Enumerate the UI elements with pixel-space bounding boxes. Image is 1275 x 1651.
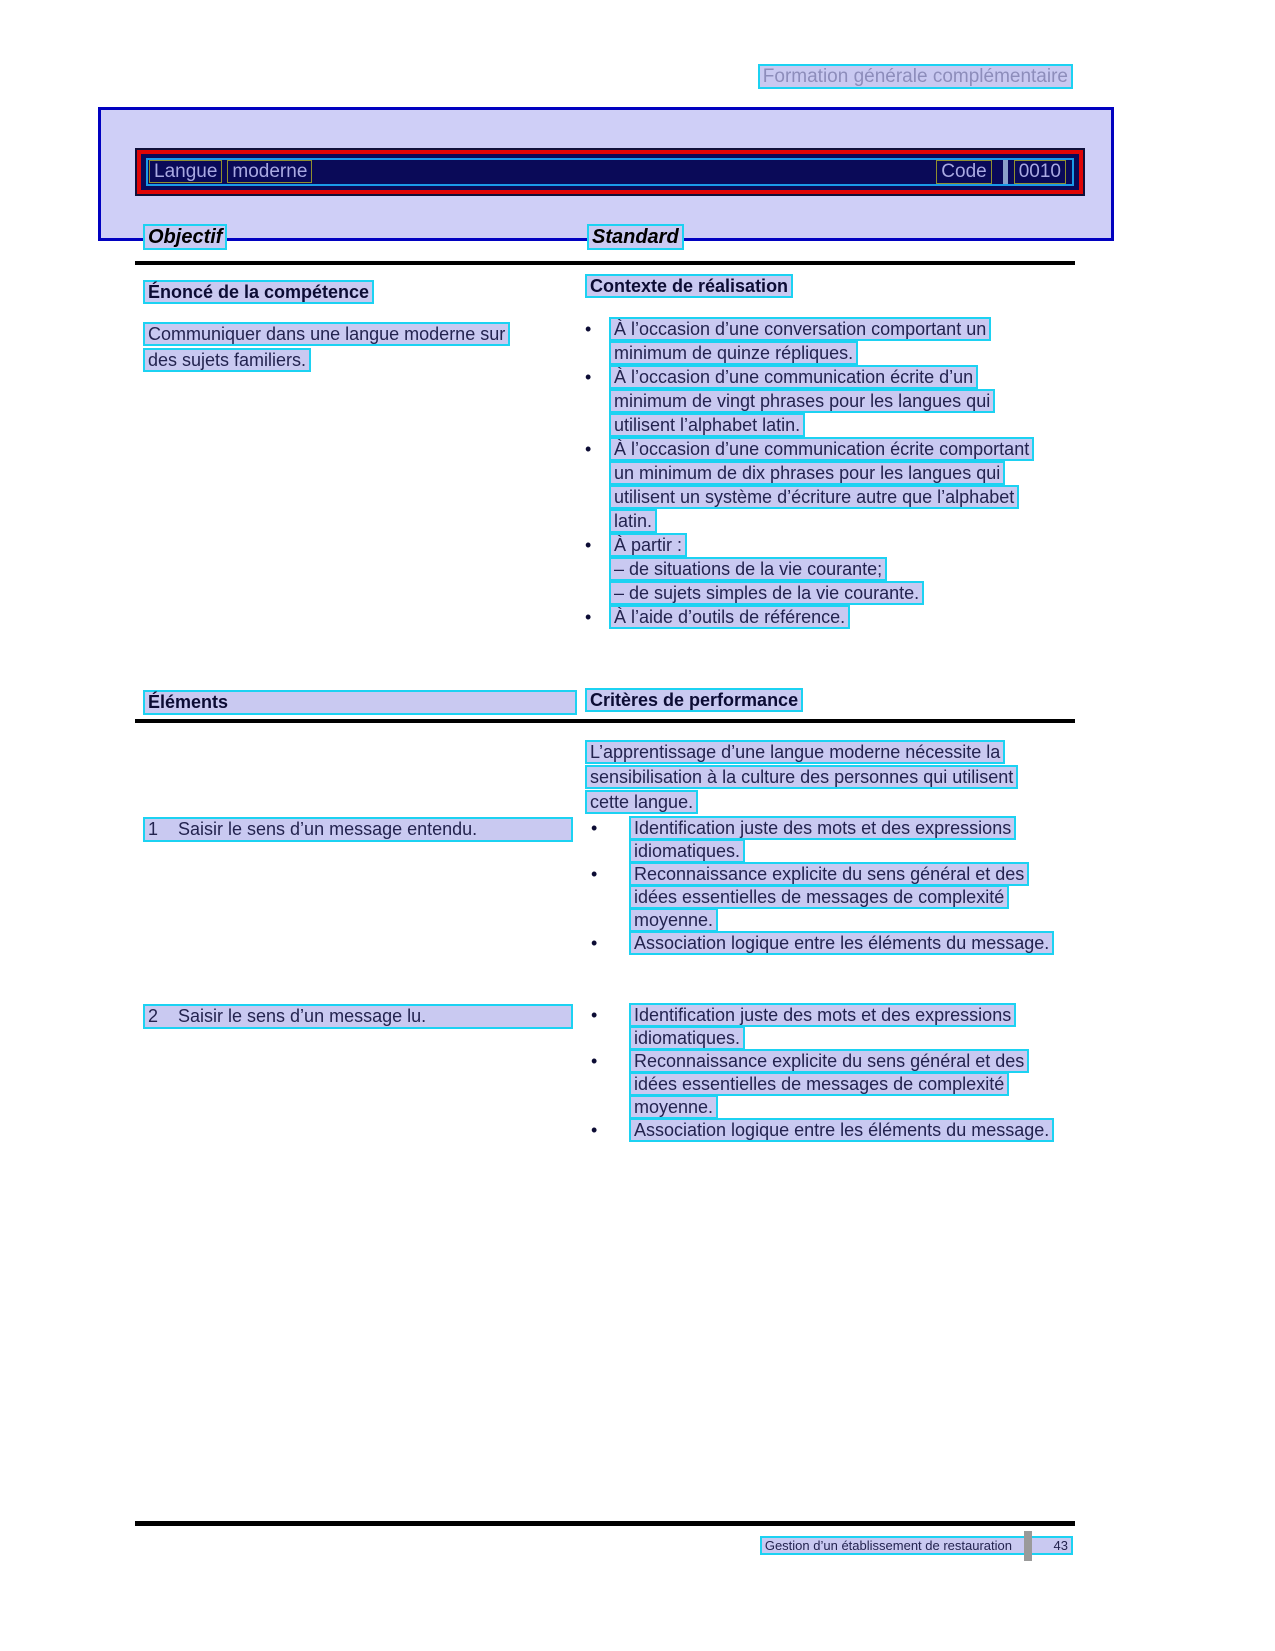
- bullet-icon: •: [591, 933, 598, 953]
- course-title: [149, 161, 317, 183]
- element-label: [143, 817, 579, 955]
- competence-statement: Communiquer dans une langue moderne sur des sujets familiers.: [143, 321, 525, 373]
- bullet-icon: •: [591, 864, 598, 884]
- sub-list-item: – de situations de la vie courante;: [609, 557, 1077, 581]
- column-header-objectif: Objectif: [143, 226, 227, 249]
- list-item: • À l’occasion d’une communication écrite d’un minimum de vingt phrases pour les langues qui utilisent l’alphabet latin.: [585, 365, 1077, 437]
- code-value: 0010: [1014, 160, 1066, 184]
- list-item: • À l’aide d’outils de référence.: [585, 605, 1077, 629]
- list-item: • À partir :: [585, 533, 1077, 557]
- criteria-item: • Association logique entre les éléments du message.: [585, 1119, 1077, 1142]
- course-code: [936, 160, 1071, 184]
- course-title-word-1: Langue: [149, 160, 222, 183]
- footer-document-title: Gestion d’un établissement de restauration: [764, 1538, 1012, 1553]
- sub-list-item: – de sujets simples de la vie courante.: [609, 581, 1077, 605]
- element-row-2: [143, 1004, 1083, 1142]
- bullet-icon: •: [585, 367, 592, 387]
- criteria-list: [585, 1004, 1077, 1142]
- column-header-standard: Standard: [587, 226, 684, 249]
- criteria-item: • Association logique entre les éléments du message.: [585, 932, 1077, 955]
- footer-divider: [135, 1521, 1075, 1526]
- course-title-word-2: moderne: [227, 160, 312, 183]
- bullet-icon: •: [591, 1120, 598, 1140]
- bullet-icon: •: [591, 818, 598, 838]
- criteria-list: [585, 817, 1077, 955]
- element-text: Saisir le sens d’un message lu.: [178, 1006, 427, 1026]
- bullet-icon: •: [591, 1005, 598, 1025]
- page-number-separator: [1024, 1531, 1032, 1561]
- element-text: Saisir le sens d’un message entendu.: [178, 819, 478, 839]
- contexte-bullet-list: [585, 317, 1077, 629]
- elements-heading: Éléments: [143, 690, 577, 715]
- bullet-icon: •: [585, 607, 592, 627]
- code-separator: [1003, 160, 1008, 184]
- bullet-icon: •: [585, 535, 592, 555]
- section-divider-top: [135, 261, 1075, 265]
- element-number: 2: [148, 1006, 159, 1026]
- criteres-heading: Critères de performance: [585, 690, 803, 711]
- bullet-icon: •: [585, 439, 592, 459]
- bullet-icon: •: [585, 319, 592, 339]
- code-label: Code: [936, 160, 991, 184]
- page-number: 43: [1053, 1538, 1068, 1553]
- course-title-bar: [137, 150, 1083, 194]
- competence-section: [143, 282, 579, 373]
- contexte-section: [585, 276, 1077, 629]
- footer: [760, 1536, 1073, 1555]
- criteria-item: • Reconnaissance explicite du sens général et des idées essentielles de messages de complexité moyenne.: [585, 863, 1077, 932]
- criteres-intro: L’apprentissage d’une langue moderne nécessite la sensibilisation à la culture des personnes qui utilisent cette langue.: [585, 740, 1055, 815]
- page-header: [758, 66, 1073, 88]
- element-row-1: [143, 817, 1083, 955]
- list-item: • À l’occasion d’une conversation comportant un minimum de quinze répliques.: [585, 317, 1077, 365]
- section-divider-middle: [135, 719, 1075, 723]
- element-label: [143, 1004, 579, 1142]
- competence-heading: Énoncé de la compétence: [143, 282, 579, 303]
- bullet-icon: •: [591, 1051, 598, 1071]
- criteria-item: • Reconnaissance explicite du sens général et des idées essentielles de messages de complexité moyenne.: [585, 1050, 1077, 1119]
- element-number: 1: [148, 819, 159, 839]
- title-banner: [98, 107, 1114, 241]
- list-item: • À l’occasion d’une communication écrite comportant un minimum de dix phrases pour les langues qui utilisent un système d’écriture autre que l’alphabet latin.: [585, 437, 1077, 533]
- contexte-heading: Contexte de réalisation: [585, 276, 1077, 297]
- criteria-item: • Identification juste des mots et des expressions idiomatiques.: [585, 817, 1077, 863]
- criteria-item: • Identification juste des mots et des expressions idiomatiques.: [585, 1004, 1077, 1050]
- page-header-text: Formation générale complémentaire: [758, 64, 1073, 89]
